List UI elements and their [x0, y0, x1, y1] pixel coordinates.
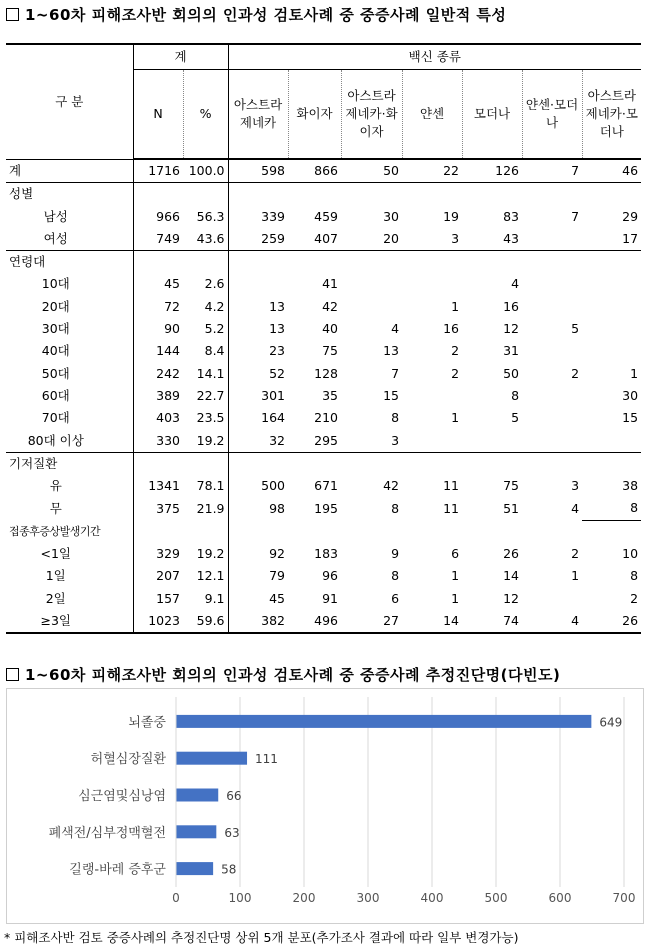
cell-vaccine-count: 126: [462, 159, 522, 183]
row-label: ≥3일: [6, 610, 133, 633]
data-label: 66: [226, 789, 242, 803]
cell-vaccine-count: [402, 452, 462, 475]
row-label: <1일: [40, 546, 71, 562]
cell-vaccine-count: 31: [503, 343, 520, 359]
cell-vaccine-count: [582, 183, 641, 206]
cell-n: 389: [133, 385, 183, 407]
cell-vaccine-count: 7: [522, 159, 582, 183]
cell-vaccine-count: 195: [314, 500, 339, 516]
cell-vaccine-count: 3: [341, 430, 402, 453]
cell-vaccine-count: 2: [630, 590, 639, 606]
table-title-text: 1~60차 피해조사반 회의의 인과성 검토사례 중 중증사례 일반적 특성: [25, 6, 507, 24]
cell-n: 403: [133, 407, 183, 429]
cell-vaccine-count: 15: [622, 410, 639, 426]
cell-vaccine-count: [522, 520, 582, 543]
data-label: 58: [221, 862, 237, 877]
category-label: 폐색전/심부정맥혈전: [48, 825, 166, 841]
cell-pct: [183, 452, 228, 475]
cell-n: 1716: [133, 159, 183, 183]
cell-vaccine-count: 19: [443, 208, 460, 224]
cell-pct: 14.1: [196, 365, 225, 381]
row-label: 20대: [41, 298, 70, 314]
row-label: 접종후증상발생기간: [9, 524, 101, 538]
cell-vaccine-count: 407: [288, 228, 341, 251]
cell-vaccine-count: 8: [582, 497, 641, 520]
cell-vaccine-count: 50: [503, 365, 520, 381]
cell-vaccine-count: 339: [228, 206, 288, 228]
bar: [176, 752, 247, 765]
cell-vaccine-count: 8: [391, 410, 400, 426]
cell-vaccine-count: [522, 228, 582, 251]
chart-title: [6, 664, 560, 685]
cell-vaccine-count: 671: [314, 478, 339, 494]
cell-n: 1023: [133, 610, 183, 633]
cell-vaccine-count: [582, 340, 641, 362]
cell-vaccine-count: 295: [288, 430, 341, 453]
header-n: N: [133, 70, 183, 160]
cell-vaccine-count: 3: [571, 478, 580, 494]
cell-pct: 4.2: [204, 298, 225, 314]
cell-pct: [183, 251, 228, 274]
x-tick-label: 300: [356, 891, 380, 905]
cell-n: [133, 520, 183, 543]
category-label: 길랭-바레 증후군: [69, 862, 166, 878]
cell-vaccine-count: 9: [391, 546, 400, 562]
cell-vaccine-count: 32: [228, 430, 288, 453]
cell-vaccine-count: 10: [622, 546, 639, 562]
cell-pct: 19.2: [183, 430, 228, 453]
cell-vaccine-count: [462, 452, 522, 475]
cell-vaccine-count: 128: [314, 365, 339, 381]
row-label: 연령대: [9, 254, 46, 270]
cell-vaccine-count: 2: [571, 546, 580, 562]
cell-vaccine-count: 15: [383, 387, 400, 403]
cell-vaccine-count: [228, 452, 288, 475]
row-label: 2일: [45, 590, 66, 606]
cell-vaccine-count: 210: [314, 410, 339, 426]
cell-vaccine-count: 7: [391, 365, 400, 381]
cell-vaccine-count: [228, 520, 288, 543]
cell-vaccine-count: 259: [228, 228, 288, 251]
cell-n: 72: [133, 296, 183, 318]
cell-vaccine-count: 866: [288, 159, 341, 183]
cell-vaccine-count: [582, 318, 641, 340]
chart-title-text: 1~60차 피해조사반 회의의 인과성 검토사례 중 중증사례 추정진단명(다빈도): [25, 666, 561, 684]
row-label: 30대: [41, 321, 70, 337]
cell-vaccine-count: [522, 273, 582, 295]
cell-vaccine-count: 23: [228, 340, 288, 362]
cell-vaccine-count: 41: [322, 276, 339, 292]
row-label: 계: [6, 159, 133, 183]
cell-vaccine-count: [402, 183, 462, 206]
cell-vaccine-count: 52: [228, 363, 288, 385]
cell-vaccine-count: [522, 588, 582, 610]
cell-vaccine-count: [522, 340, 582, 362]
cell-vaccine-count: 75: [322, 343, 339, 359]
cell-vaccine-count: [402, 273, 462, 295]
square-bullet-icon: [6, 8, 19, 21]
x-tick-label: 400: [420, 891, 444, 905]
cell-vaccine-count: 43: [462, 228, 522, 251]
cell-vaccine-count: 12: [503, 590, 520, 606]
category-label: 허혈심장질환: [90, 752, 166, 768]
cell-n: 329: [133, 543, 183, 565]
cell-vaccine-count: 4: [522, 610, 582, 633]
cell-vaccine-count: 83: [503, 208, 520, 224]
cell-vaccine-count: 17: [582, 228, 641, 251]
cell-vaccine-count: [228, 183, 288, 206]
cell-vaccine-count: 20: [341, 228, 402, 251]
cell-n: 330: [133, 430, 183, 453]
x-tick-label: 0: [172, 891, 180, 905]
cell-vaccine-count: 40: [322, 321, 339, 337]
cell-vaccine-count: [288, 452, 341, 475]
cell-vaccine-count: [582, 430, 641, 453]
cell-vaccine-count: 3: [402, 228, 462, 251]
cell-vaccine-count: [582, 296, 641, 318]
cell-n: 45: [133, 273, 183, 295]
cell-n: 375: [133, 497, 183, 520]
cell-pct: 56.3: [196, 208, 225, 224]
cell-vaccine-count: 51: [503, 500, 520, 516]
cell-vaccine-count: 13: [228, 296, 288, 318]
data-label: 649: [599, 715, 623, 730]
table-row: [6, 543, 641, 565]
cell-pct: 59.6: [183, 610, 228, 633]
row-label: 남성: [43, 208, 68, 224]
header-total-group: 계: [133, 44, 228, 70]
bar: [176, 715, 591, 728]
cell-n: 90: [133, 318, 183, 340]
cell-vaccine-count: 11: [443, 478, 460, 494]
header-pct: %: [183, 70, 228, 160]
bar: [176, 862, 213, 875]
cell-vaccine-count: [522, 296, 582, 318]
cell-vaccine-count: 75: [503, 478, 520, 494]
cell-vaccine-count: 30: [622, 387, 639, 403]
row-label: 성별: [9, 186, 34, 202]
row-label: 40대: [41, 343, 70, 359]
cell-vaccine-count: [341, 273, 402, 295]
row-label: 기저질환: [9, 455, 58, 471]
row-label: 60대: [41, 387, 70, 403]
table-row: [6, 206, 641, 228]
cell-vaccine-count: [582, 251, 641, 274]
cell-pct: 78.1: [196, 478, 225, 494]
cell-vaccine-count: 26: [503, 546, 520, 562]
x-tick-label: 100: [228, 891, 252, 905]
cell-vaccine-count: [522, 385, 582, 407]
cell-pct: 2.6: [204, 276, 225, 292]
cell-vaccine-count: [341, 296, 402, 318]
cell-n: 144: [133, 340, 183, 362]
table-row: [6, 430, 641, 453]
cell-vaccine-count: [402, 251, 462, 274]
header-vaccine-janssen-moderna: 얀센·모더나: [522, 70, 582, 160]
row-label: 무: [49, 500, 62, 516]
cell-vaccine-count: 13: [383, 343, 400, 359]
cell-vaccine-count: 2: [451, 343, 460, 359]
header-vaccine-moderna: 모더나: [462, 70, 522, 160]
cell-vaccine-count: 13: [228, 318, 288, 340]
cell-vaccine-count: 7: [571, 208, 580, 224]
cell-vaccine-count: [228, 273, 288, 295]
x-tick-label: 700: [612, 891, 636, 905]
table-row: [6, 520, 641, 543]
data-label: 63: [224, 825, 240, 840]
cell-vaccine-count: 6: [451, 546, 460, 562]
table-row: [6, 318, 641, 340]
cell-vaccine-count: 46: [582, 159, 641, 183]
cell-pct: 9.1: [204, 590, 225, 606]
cell-pct: 100.0: [183, 159, 228, 183]
cell-vaccine-count: [522, 430, 582, 453]
cell-vaccine-count: 92: [228, 543, 288, 565]
x-tick-label: 500: [484, 891, 508, 905]
cell-vaccine-count: 5: [511, 410, 520, 426]
cell-pct: 21.9: [196, 500, 225, 516]
cell-vaccine-count: [341, 251, 402, 274]
cell-vaccine-count: 79: [228, 565, 288, 587]
category-label: 뇌졸중: [128, 715, 166, 731]
cell-vaccine-count: 8: [511, 387, 520, 403]
row-label: 여성: [6, 228, 133, 251]
diagnosis-bar-chart: [6, 688, 644, 924]
cell-n: 242: [133, 363, 183, 385]
cell-vaccine-count: 98: [228, 497, 288, 520]
cell-vaccine-count: 1: [451, 590, 460, 606]
cell-vaccine-count: [341, 520, 402, 543]
cell-vaccine-count: 96: [322, 568, 339, 584]
row-label: 1일: [45, 568, 66, 584]
cell-vaccine-count: 1: [451, 568, 460, 584]
cell-n: 1341: [133, 475, 183, 497]
cell-vaccine-count: 30: [383, 208, 400, 224]
cell-n: [133, 183, 183, 206]
table-row: [6, 610, 641, 633]
cell-vaccine-count: 38: [622, 478, 639, 494]
cell-vaccine-count: 22: [402, 159, 462, 183]
cell-vaccine-count: 91: [322, 590, 339, 606]
row-label: 80대 이상: [6, 430, 133, 453]
table-row: [6, 497, 641, 520]
cell-pct: [183, 183, 228, 206]
cell-vaccine-count: 2: [451, 365, 460, 381]
cell-vaccine-count: 459: [314, 208, 339, 224]
table-row: [6, 588, 641, 610]
cell-vaccine-count: [288, 183, 341, 206]
cell-pct: 43.6: [183, 228, 228, 251]
header-vaccine-group: 백신 종류: [228, 44, 641, 70]
cell-pct: 19.2: [196, 546, 225, 562]
table-row: [6, 159, 641, 183]
cell-vaccine-count: 6: [391, 590, 400, 606]
cell-vaccine-count: 8: [391, 568, 400, 584]
table-row: [6, 340, 641, 362]
table-row: [6, 565, 641, 587]
cell-vaccine-count: 1: [571, 568, 580, 584]
characteristics-table: [6, 43, 641, 634]
cell-n: [133, 452, 183, 475]
header-vaccine-az-moderna: 아스트라제네카·모더나: [582, 70, 641, 160]
cell-vaccine-count: 2: [571, 365, 580, 381]
cell-vaccine-count: 382: [228, 610, 288, 633]
cell-vaccine-count: [288, 251, 341, 274]
cell-vaccine-count: [462, 251, 522, 274]
cell-vaccine-count: [341, 452, 402, 475]
header-vaccine-az-pfizer: 아스트라제네카·화이자: [341, 70, 402, 160]
cell-vaccine-count: 14: [503, 568, 520, 584]
cell-vaccine-count: 50: [341, 159, 402, 183]
row-label: 50대: [41, 365, 70, 381]
cell-pct: [183, 520, 228, 543]
cell-vaccine-count: [582, 520, 641, 543]
table-row: [6, 273, 641, 295]
cell-vaccine-count: [522, 251, 582, 274]
table-row: [6, 183, 641, 206]
cell-vaccine-count: [462, 520, 522, 543]
header-vaccine-pfizer: 화이자: [288, 70, 341, 160]
cell-vaccine-count: [522, 452, 582, 475]
cell-vaccine-count: 4: [391, 321, 400, 337]
table-row: [6, 296, 641, 318]
cell-vaccine-count: 42: [322, 298, 339, 314]
category-label: 심근염및심낭염: [78, 789, 166, 804]
cell-n: 749: [133, 228, 183, 251]
row-label: 유: [49, 478, 62, 494]
table-row: [6, 251, 641, 274]
cell-pct: 23.5: [196, 410, 225, 426]
cell-pct: 8.4: [204, 343, 225, 359]
cell-vaccine-count: 1: [630, 365, 639, 381]
cell-vaccine-count: 16: [503, 298, 520, 314]
cell-vaccine-count: 500: [228, 475, 288, 497]
x-tick-label: 600: [548, 891, 572, 905]
chart-svg: [7, 689, 643, 923]
cell-vaccine-count: [402, 385, 462, 407]
cell-vaccine-count: [341, 183, 402, 206]
cell-vaccine-count: 27: [341, 610, 402, 633]
cell-vaccine-count: 8: [630, 568, 639, 584]
cell-vaccine-count: [522, 407, 582, 429]
row-label: 70대: [41, 410, 70, 426]
cell-vaccine-count: [582, 452, 641, 475]
table-row: [6, 363, 641, 385]
cell-n: 966: [133, 206, 183, 228]
row-label: 10대: [41, 276, 70, 292]
cell-pct: 12.1: [196, 568, 225, 584]
cell-vaccine-count: [402, 430, 462, 453]
cell-n: 207: [133, 565, 183, 587]
cell-vaccine-count: 496: [288, 610, 341, 633]
cell-vaccine-count: 14: [402, 610, 462, 633]
cell-vaccine-count: [462, 430, 522, 453]
square-bullet-icon: [6, 668, 19, 681]
cell-vaccine-count: 1: [451, 298, 460, 314]
table-title: [6, 4, 506, 25]
cell-vaccine-count: [288, 520, 341, 543]
cell-vaccine-count: [582, 273, 641, 295]
table-row: [6, 385, 641, 407]
table-row: [6, 228, 641, 251]
cell-vaccine-count: 26: [582, 610, 641, 633]
cell-vaccine-count: 29: [622, 208, 639, 224]
table-row: [6, 475, 641, 497]
cell-vaccine-count: 5: [571, 321, 580, 337]
cell-vaccine-count: 12: [503, 321, 520, 337]
cell-vaccine-count: 8: [391, 500, 400, 516]
cell-pct: 22.7: [196, 387, 225, 403]
cell-vaccine-count: 11: [443, 500, 460, 516]
header-vaccine-janssen: 얀센: [402, 70, 462, 160]
cell-n: [133, 251, 183, 274]
header-gubun: 구 분: [6, 44, 133, 159]
table-row: [6, 407, 641, 429]
cell-vaccine-count: 42: [383, 478, 400, 494]
cell-vaccine-count: 1: [451, 410, 460, 426]
cell-vaccine-count: 35: [322, 387, 339, 403]
bar: [176, 825, 216, 838]
data-label: 111: [255, 752, 278, 767]
bar: [176, 789, 218, 802]
cell-vaccine-count: [522, 183, 582, 206]
x-tick-label: 200: [292, 891, 316, 905]
cell-vaccine-count: 164: [228, 407, 288, 429]
cell-vaccine-count: 4: [571, 500, 580, 516]
cell-vaccine-count: 598: [228, 159, 288, 183]
cell-pct: 5.2: [204, 321, 225, 337]
cell-vaccine-count: [228, 251, 288, 274]
cell-vaccine-count: [402, 520, 462, 543]
table-row: [6, 452, 641, 475]
cell-vaccine-count: 183: [314, 546, 339, 562]
cell-vaccine-count: [462, 183, 522, 206]
cell-vaccine-count: 45: [228, 588, 288, 610]
cell-n: 157: [133, 588, 183, 610]
cell-vaccine-count: 16: [443, 321, 460, 337]
cell-vaccine-count: 4: [511, 276, 520, 292]
cell-vaccine-count: 301: [228, 385, 288, 407]
cell-vaccine-count: 74: [462, 610, 522, 633]
footnote: * 피해조사반 검토 중증사례의 추정진단명 상위 5개 분포(추가조사 결과에 따라 일부 변경가능): [4, 930, 519, 945]
header-vaccine-astrazeneca: 아스트라제네카: [228, 70, 288, 160]
